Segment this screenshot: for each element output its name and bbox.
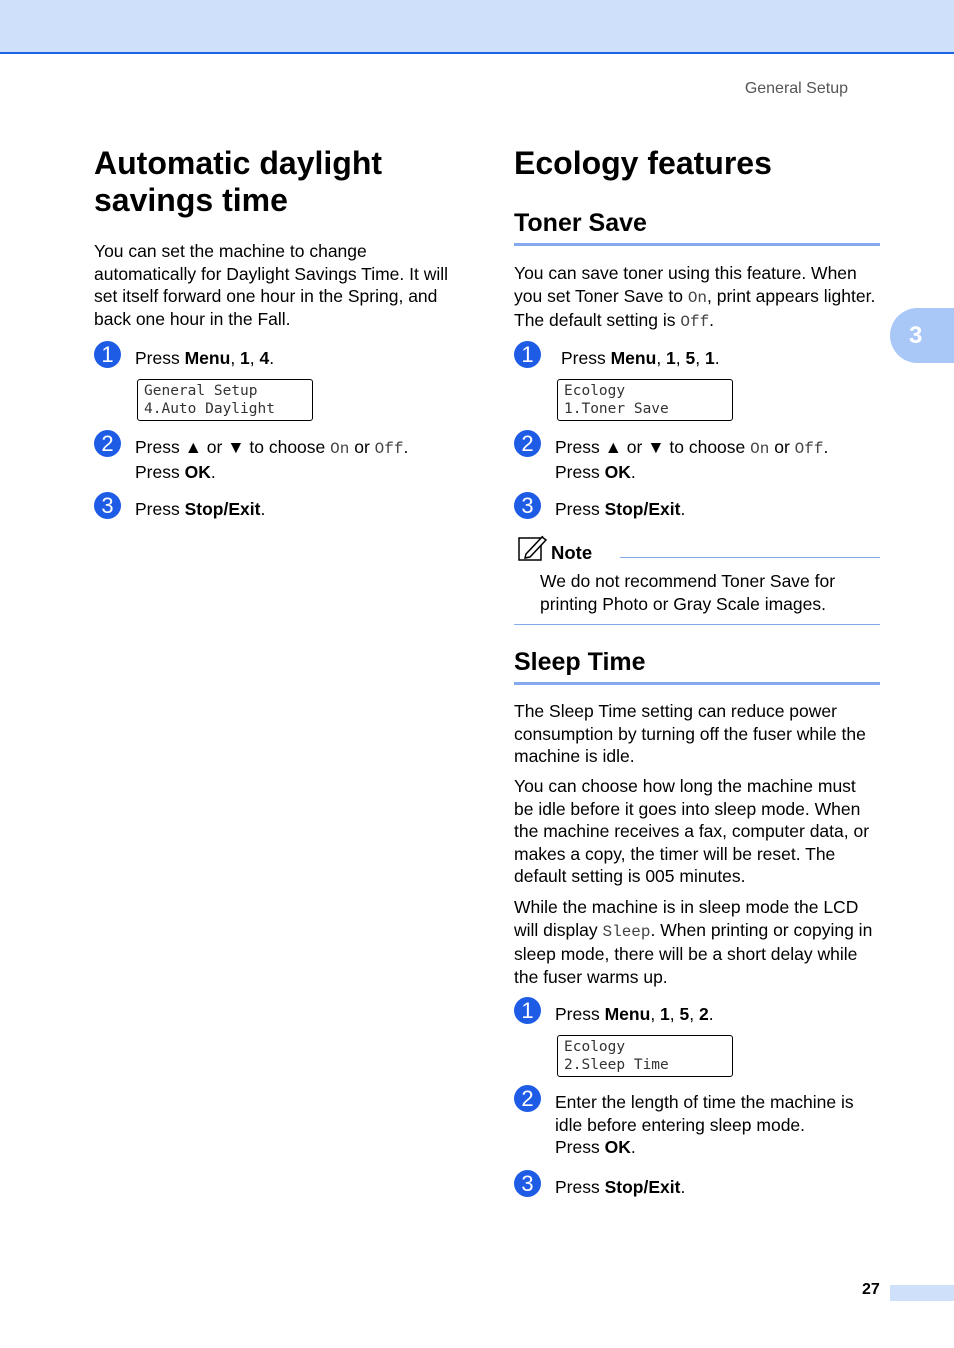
lcd-display: [557, 1035, 733, 1077]
heading-toner-save: Toner Save: [514, 209, 880, 246]
step-text: Press Stop/Exit.: [555, 499, 686, 519]
note-divider: [620, 557, 880, 558]
step-text: Press Menu, 1, 5, 2.: [555, 1004, 714, 1024]
lcd-line-2: 2.Sleep Time: [564, 1057, 669, 1073]
note-title: Note: [551, 542, 593, 563]
step-text: Press Menu, 1, 5, 1.: [561, 348, 720, 368]
toner-intro: You can save toner using this feature. When you set Toner Save to On, print appears lighter. The default setting is Off.: [514, 263, 876, 331]
step-number-icon: 2: [514, 1085, 541, 1112]
page-number: 27: [862, 1281, 880, 1298]
daylight-step-1: [94, 342, 275, 370]
note-text: We do not recommend Toner Save for printing Photo or Gray Scale images.: [540, 571, 836, 614]
lcd-line-1: General Setup: [144, 383, 258, 399]
note-header: [514, 534, 880, 564]
lcd-line-2: 4.Auto Daylight: [144, 401, 275, 417]
heading-sleep-time: Sleep Time: [514, 648, 880, 685]
chapter-tab: [890, 308, 954, 363]
step-text: Press ▲ or ▼ to choose On or Off. Press OK.: [135, 437, 409, 482]
sleep-step-1: [514, 998, 714, 1026]
lcd-display: [557, 379, 733, 421]
toner-step-1: [514, 342, 720, 370]
running-header: General Setup: [744, 80, 848, 97]
title-line-1: Automatic daylight: [94, 145, 383, 181]
note-bottom-rule: [514, 624, 880, 625]
sleep-paragraph-1: The Sleep Time setting can reduce power consumption by turning off the fuser while the machine is idle.: [514, 701, 866, 766]
note-pencil-icon: [518, 534, 548, 562]
daylight-step-3: [94, 493, 266, 521]
lcd-line-1: Ecology: [564, 383, 626, 399]
step-number-icon: 1: [94, 341, 121, 368]
step-number-icon: 1: [514, 341, 541, 368]
sleep-step-2: [514, 1086, 880, 1159]
step-text: Enter the length of time the machine is idle before entering sleep mode. Press OK.: [555, 1092, 854, 1157]
step-number-icon: 3: [514, 1170, 541, 1197]
top-banner: [0, 0, 954, 54]
section-title-daylight: [94, 145, 382, 219]
toner-step-3: [514, 493, 686, 521]
step-number-icon: 3: [514, 492, 541, 519]
step-text: Press Stop/Exit.: [135, 499, 266, 519]
lcd-line-1: Ecology: [564, 1039, 626, 1055]
sleep-paragraph-3: While the machine is in sleep mode the LCD will display Sleep. When printing or copying in sleep mode, there will be a short delay while the fuser warms up.: [514, 897, 873, 987]
lcd-line-2: 1.Toner Save: [564, 401, 669, 417]
lcd-display: [137, 379, 313, 421]
sleep-step-3: [514, 1171, 686, 1199]
footer-bar: [890, 1285, 954, 1301]
step-number-icon: 3: [94, 492, 121, 519]
section-title-ecology: Ecology features: [514, 145, 772, 181]
daylight-intro: You can set the machine to change automatically for Daylight Savings Time. It will set itself forward one hour in the Spring, and back one hour in the Fall.: [94, 241, 449, 329]
step-number-icon: 1: [514, 997, 541, 1024]
step-number-icon: 2: [514, 430, 541, 457]
daylight-step-2: [94, 431, 409, 483]
step-number-icon: 2: [94, 430, 121, 457]
chapter-number: 3: [909, 321, 923, 349]
sleep-paragraph-2: You can choose how long the machine must be idle before it goes into sleep mode. When the machine receives a fax, computer data, or makes a copy, the timer will be reset. The default setting is 005 minutes.: [514, 776, 870, 886]
step-text: Press Menu, 1, 4.: [135, 348, 275, 368]
step-text: Press ▲ or ▼ to choose On or Off. Press OK.: [555, 437, 829, 482]
title-line-2: savings time: [94, 182, 288, 218]
toner-step-2: [514, 431, 829, 483]
step-text: Press Stop/Exit.: [555, 1177, 686, 1197]
